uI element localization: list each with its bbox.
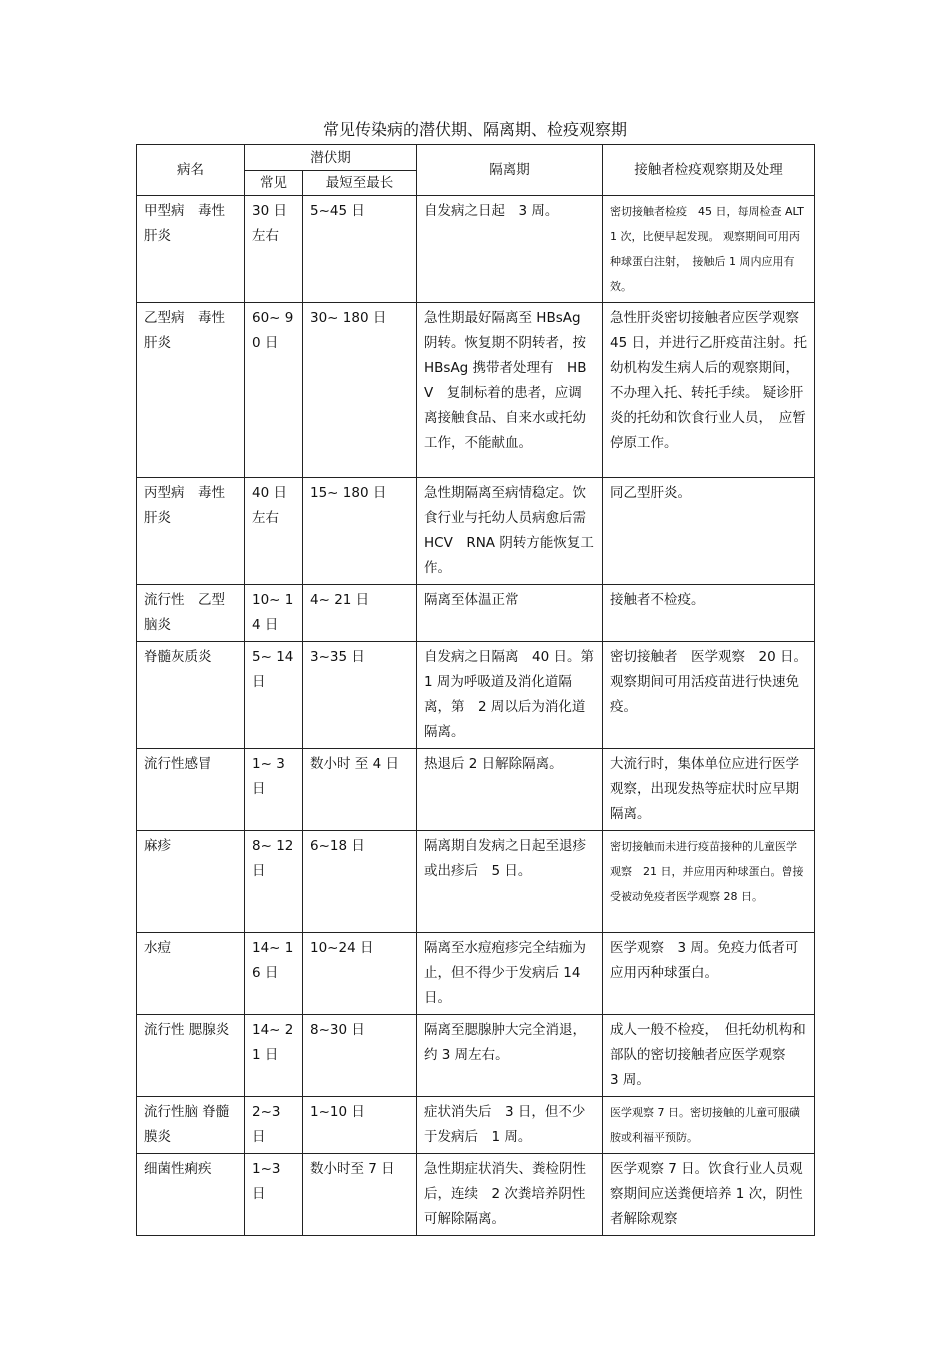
cell-contact: 医学观察 3 周。免疫力低者可应用丙种球蛋白。 — [603, 933, 815, 1015]
cell-common: 40 日左右 — [245, 478, 303, 585]
table-row — [137, 196, 815, 303]
cell-range: 6~18 日 — [303, 831, 417, 933]
cell-disease: 水痘 — [137, 933, 245, 1015]
header-contact: 接触者检疫观察期及处理 — [603, 145, 815, 196]
header-incubation: 潜伏期 — [245, 145, 417, 171]
cell-isolation: 急性期症状消失、粪检阴性后，连续 2 次粪培养阴性可解除隔离。 — [417, 1154, 603, 1236]
table-row — [137, 303, 815, 478]
cell-disease: 流行性 腮腺炎 — [137, 1015, 245, 1097]
table-row — [137, 831, 815, 933]
cell-common: 1~ 3 日 — [245, 749, 303, 831]
cell-contact: 密切接触者检疫 45 日，每周检查 ALT1 次，比便早起发现。 观察期间可用丙种球蛋白注射， 接触后 1 周内应用有效。 — [603, 196, 815, 303]
cell-contact: 密切接触而未进行疫苗接种的儿童医学观察 21 日，并应用丙种球蛋白。曾接受被动免疫者医学观察 28 日。 — [603, 831, 815, 933]
cell-contact: 同乙型肝炎。 — [603, 478, 815, 585]
cell-disease: 流行性感冒 — [137, 749, 245, 831]
cell-isolation: 自发病之日起 3 周。 — [417, 196, 603, 303]
cell-disease: 细菌性痢疾 — [137, 1154, 245, 1236]
header-range: 最短至最长 — [303, 171, 417, 196]
cell-isolation: 急性期隔离至病情稳定。饮食行业与托幼人员病愈后需 HCV RNA 阴转方能恢复工作。 — [417, 478, 603, 585]
header-disease: 病名 — [137, 145, 245, 196]
table-row — [137, 585, 815, 642]
table-row — [137, 749, 815, 831]
disease-table — [136, 144, 815, 1236]
cell-disease: 流行性 乙型脑炎 — [137, 585, 245, 642]
cell-range: 15~ 180 日 — [303, 478, 417, 585]
cell-common: 2~3 日 — [245, 1097, 303, 1154]
cell-isolation: 症状消失后 3 日，但不少于发病后 1 周。 — [417, 1097, 603, 1154]
cell-common: 10~ 14 日 — [245, 585, 303, 642]
cell-isolation: 隔离至腮腺肿大完全消退，约 3 周左右。 — [417, 1015, 603, 1097]
cell-common: 14~ 16 日 — [245, 933, 303, 1015]
table-row — [137, 1154, 815, 1236]
cell-contact: 成人一般不检疫， 但托幼机构和部队的密切接触者应医学观察 3 周。 — [603, 1015, 815, 1097]
cell-range: 1~10 日 — [303, 1097, 417, 1154]
cell-isolation: 急性期最好隔离至 HBsAg 阴转。恢复期不阴转者，按 HBsAg 携带者处理有 HBV 复制标着的患者，应调离接触食品、自来水或托幼工作，不能献血。 — [417, 303, 603, 478]
cell-common: 60~ 90 日 — [245, 303, 303, 478]
cell-common: 30 日左右 — [245, 196, 303, 303]
cell-contact: 医学观察 7 日。密切接触的儿童可服磺胺或利福平预防。 — [603, 1097, 815, 1154]
cell-range: 8~30 日 — [303, 1015, 417, 1097]
table-row — [137, 478, 815, 585]
header-common: 常见 — [245, 171, 303, 196]
cell-isolation: 隔离至水痘疱疹完全结痂为止，但不得少于发病后 14 日。 — [417, 933, 603, 1015]
cell-contact: 大流行时，集体单位应进行医学观察，出现发热等症状时应早期隔离。 — [603, 749, 815, 831]
cell-range: 4~ 21 日 — [303, 585, 417, 642]
table-row — [137, 933, 815, 1015]
cell-contact: 医学观察 7 日。饮食行业人员观察期间应送粪便培养 1 次，阴性者解除观察 — [603, 1154, 815, 1236]
cell-common: 1~3 日 — [245, 1154, 303, 1236]
table-row — [137, 642, 815, 749]
cell-range: 5~45 日 — [303, 196, 417, 303]
cell-common: 14~ 21 日 — [245, 1015, 303, 1097]
cell-isolation: 隔离期自发病之日起至退疹或出疹后 5 日。 — [417, 831, 603, 933]
cell-range: 3~35 日 — [303, 642, 417, 749]
cell-disease: 麻疹 — [137, 831, 245, 933]
cell-disease: 乙型病 毒性肝炎 — [137, 303, 245, 478]
cell-range: 10~24 日 — [303, 933, 417, 1015]
table-row — [137, 1097, 815, 1154]
cell-common: 5~ 14 日 — [245, 642, 303, 749]
cell-isolation: 热退后 2 日解除隔离。 — [417, 749, 603, 831]
cell-isolation: 自发病之日隔离 40 日。第 1 周为呼吸道及消化道隔离，第 2 周以后为消化道隔离。 — [417, 642, 603, 749]
header-isolation: 隔离期 — [417, 145, 603, 196]
cell-disease: 流行性脑 脊髓膜炎 — [137, 1097, 245, 1154]
cell-disease: 丙型病 毒性肝炎 — [137, 478, 245, 585]
cell-range: 30~ 180 日 — [303, 303, 417, 478]
page-title: 常见传染病的潜伏期、隔离期、检疫观察期 — [322, 120, 627, 139]
cell-isolation: 隔离至体温正常 — [417, 585, 603, 642]
cell-contact: 密切接触者 医学观察 20 日。观察期间可用活疫苗进行快速免疫。 — [603, 642, 815, 749]
cell-common: 8~ 12 日 — [245, 831, 303, 933]
cell-range: 数小时至 7 日 — [303, 1154, 417, 1236]
table-row — [137, 1015, 815, 1097]
cell-contact: 急性肝炎密切接触者应医学观察 45 日，并进行乙肝疫苗注射。托幼机构发生病人后的观察期间， 不办理入托、转托手续。 疑诊肝炎的托幼和饮食行业人员， 应暂停原工作。 — [603, 303, 815, 478]
cell-disease: 脊髓灰质炎 — [137, 642, 245, 749]
cell-disease: 甲型病 毒性肝炎 — [137, 196, 245, 303]
cell-contact: 接触者不检疫。 — [603, 585, 815, 642]
cell-range: 数小时 至 4 日 — [303, 749, 417, 831]
